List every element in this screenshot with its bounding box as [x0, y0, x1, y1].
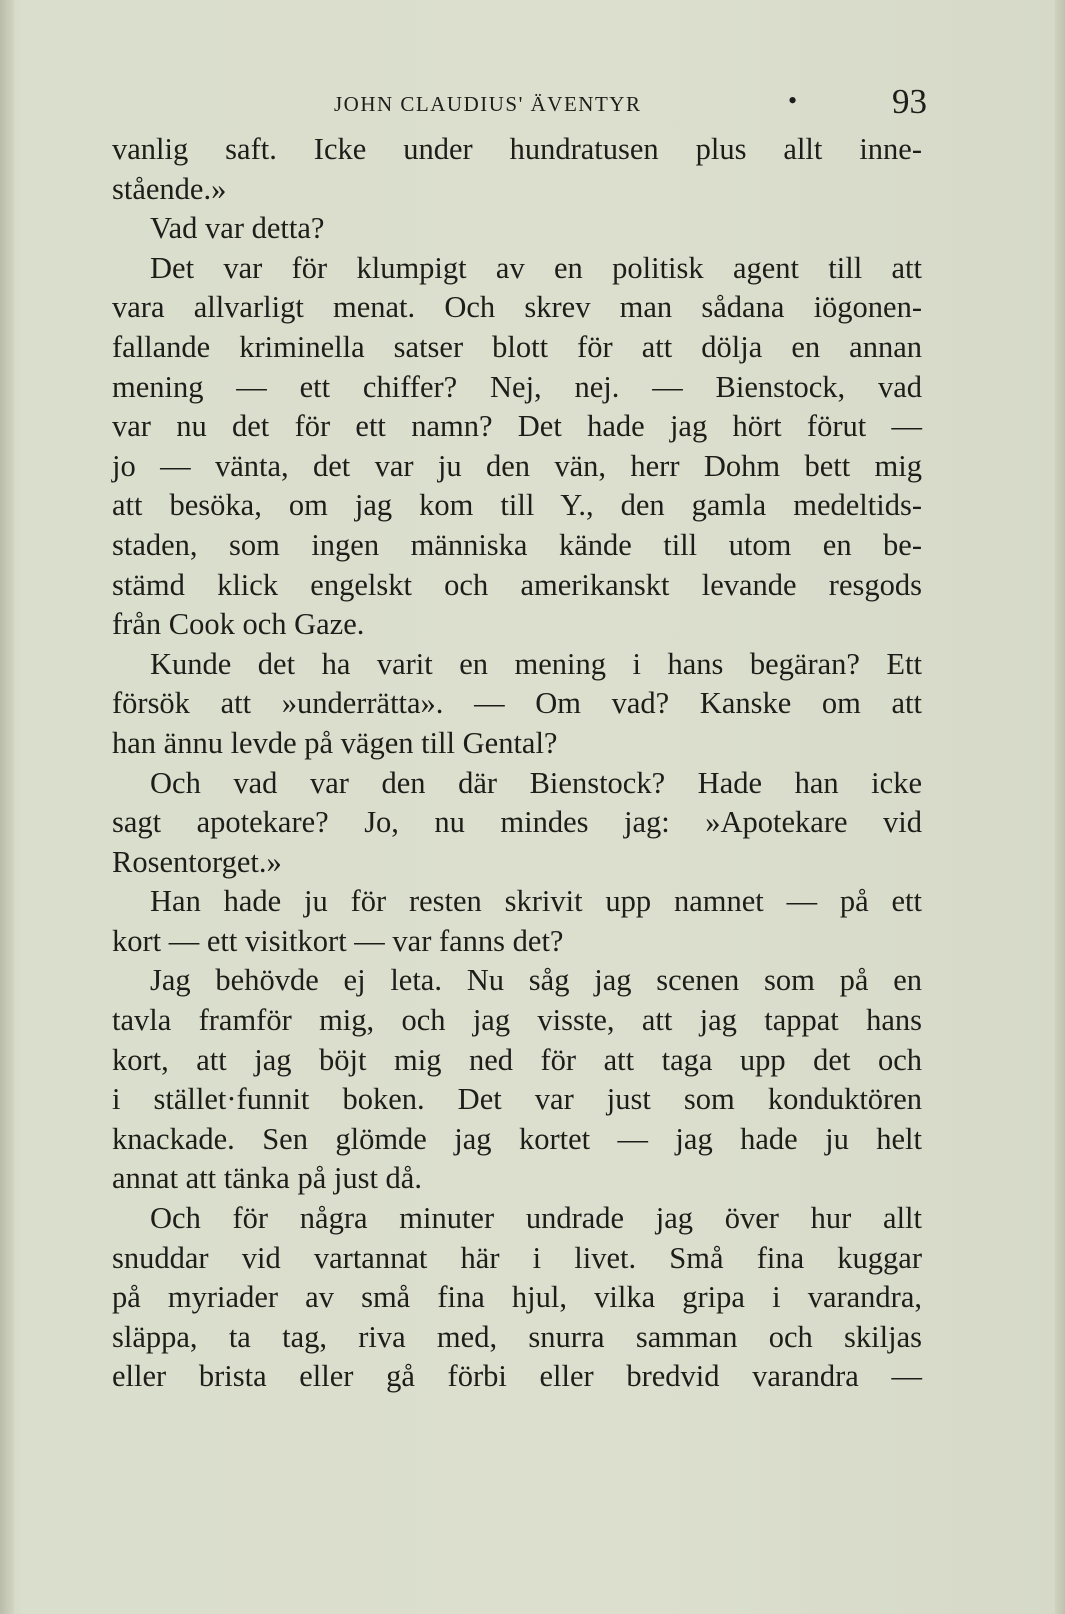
text-line: i stället·funnit boken. Det var just som konduktören [112, 1082, 922, 1117]
text-line: annat att tänka på just då. [112, 1161, 422, 1196]
text-line: fallande kriminella satser blott för att dölja en annan [112, 329, 922, 364]
text-line: sagt apotekare? Jo, nu mindes jag: »Apotekare vid [112, 805, 922, 840]
text-line: Det var för klumpigt av en politisk agent till att [150, 250, 922, 285]
text-line: Rosentorget.» [112, 844, 282, 879]
text-line: vanlig saft. Icke under hundratusen plus allt inne- [112, 132, 922, 166]
text-line: knackade. Sen glömde jag kortet — jag hade ju helt [112, 1121, 922, 1156]
page-header [334, 82, 934, 122]
header-ornament: • [788, 86, 798, 115]
text-line: försök att »underrätta». — Om vad? Kanske om att [112, 686, 922, 721]
page-number: 93 [892, 82, 927, 121]
text-line: Och för några minuter undrade jag över hur allt [150, 1201, 922, 1236]
text-line: Kunde det ha varit en mening i hans begäran? Ett [150, 646, 922, 681]
text-line: stående.» [112, 171, 227, 206]
text-line: släppa, ta tag, riva med, snurra samman och skiljas [112, 1319, 922, 1354]
text-line: Och vad var den där Bienstock? Hade han icke [150, 765, 922, 800]
text-line: var nu det för ett namn? Det hade jag hört förut — [112, 409, 922, 444]
text-line: Vad var detta? [150, 211, 325, 246]
text-line: från Cook och Gaze. [112, 607, 365, 642]
running-head: JOHN CLAUDIUS' ÄVENTYR [334, 92, 642, 116]
text-line: mening — ett chiffer? Nej, nej. — Bienstock, vad [112, 369, 922, 404]
text-line: tavla framför mig, och jag visste, att jag tappat hans [112, 1003, 922, 1038]
text-line: kort, att jag böjt mig ned för att taga upp det och [112, 1042, 922, 1077]
text-line: Jag behövde ej leta. Nu såg jag scenen som på en [150, 963, 922, 998]
text-line: att besöka, om jag kom till Y., den gamla medeltids- [112, 488, 922, 523]
text-line: vara allvarligt menat. Och skrev man sådana iögonen- [112, 290, 922, 325]
body-text [112, 130, 922, 1397]
text-line: eller brista eller gå förbi eller bredvid varandra — [112, 1359, 922, 1394]
text-line: kort — ett visitkort — var fanns det? [112, 923, 564, 958]
text-line: staden, som ingen människa kände till utom en be- [112, 527, 922, 562]
text-line: jo — vänta, det var ju den vän, herr Dohm bett mig [112, 448, 922, 483]
page-edge [1055, 0, 1065, 1614]
text-line: stämd klick engelskt och amerikanskt levande resgods [112, 567, 922, 602]
text-line: Han hade ju för resten skrivit upp namnet — på ett [150, 884, 922, 919]
text-line: snuddar vid vartannat här i livet. Små fina kuggar [112, 1240, 922, 1275]
text-line: han ännu levde på vägen till Gental? [112, 725, 558, 760]
page-gutter [0, 0, 14, 1614]
text-line: på myriader av små fina hjul, vilka gripa i varandra, [112, 1280, 922, 1315]
